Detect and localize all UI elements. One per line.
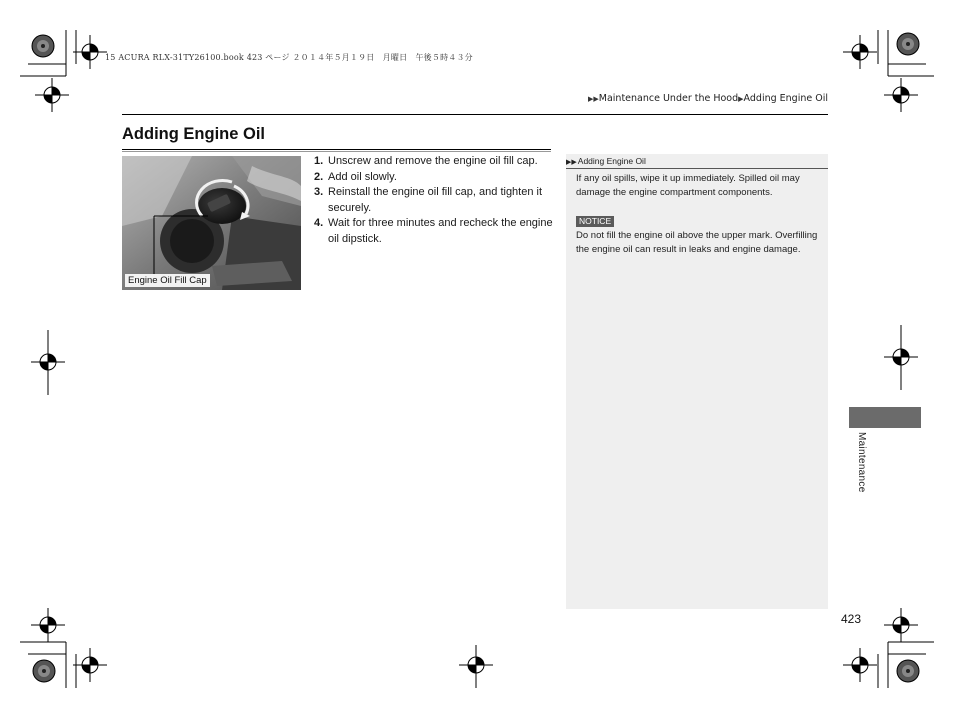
breadcrumb-item-current[interactable]: Adding Engine Oil <box>743 93 828 104</box>
caution-text: If any oil spills, wipe it up immediately. Spilled oil may damage the engine compartment components. <box>576 173 800 198</box>
arrow-icon: ▶ <box>738 95 744 103</box>
page-title: Adding Engine Oil <box>122 125 265 143</box>
step-item: 3. Reinstall the engine oil fill cap, and tighten it securely. <box>314 186 543 214</box>
notice-badge: NOTICE <box>576 216 614 227</box>
steps-list <box>314 154 554 247</box>
section-tab-label: Maintenance <box>856 432 867 493</box>
print-header: 15 ACURA RLX-31TY26100.book 423 ページ ２０１４年５月１９日 月曜日 午後５時４３分 <box>105 53 473 62</box>
engine-photo <box>122 156 301 290</box>
callout-label: Engine Oil Fill Cap <box>125 274 210 287</box>
title-underline <box>122 149 551 150</box>
header-rule <box>122 114 828 115</box>
step-item: 1. Unscrew and remove the engine oil fill cap. <box>314 155 538 167</box>
section-tab[interactable] <box>849 407 921 428</box>
page-number: 423 <box>841 612 862 626</box>
step-item: 2. Add oil slowly. <box>314 170 397 183</box>
step-item: 4. Wait for three minutes and recheck the engine oil dipstick. <box>314 217 553 245</box>
breadcrumb <box>588 93 828 104</box>
notice-text: Do not fill the engine oil above the upper mark. Overfilling the engine oil can result in leaks and engine damage. <box>576 230 818 255</box>
side-note-panel <box>566 154 828 609</box>
breadcrumb-item-maintenance[interactable]: Maintenance Under the Hood <box>598 93 739 104</box>
reference-icon: ▶▶ <box>566 159 577 166</box>
title-underline-secondary <box>122 151 551 152</box>
side-note-heading: ▶▶Adding Engine Oil <box>566 154 828 169</box>
double-arrow-icon: ▶▶ <box>587 95 599 103</box>
engine-illustration <box>122 156 301 290</box>
